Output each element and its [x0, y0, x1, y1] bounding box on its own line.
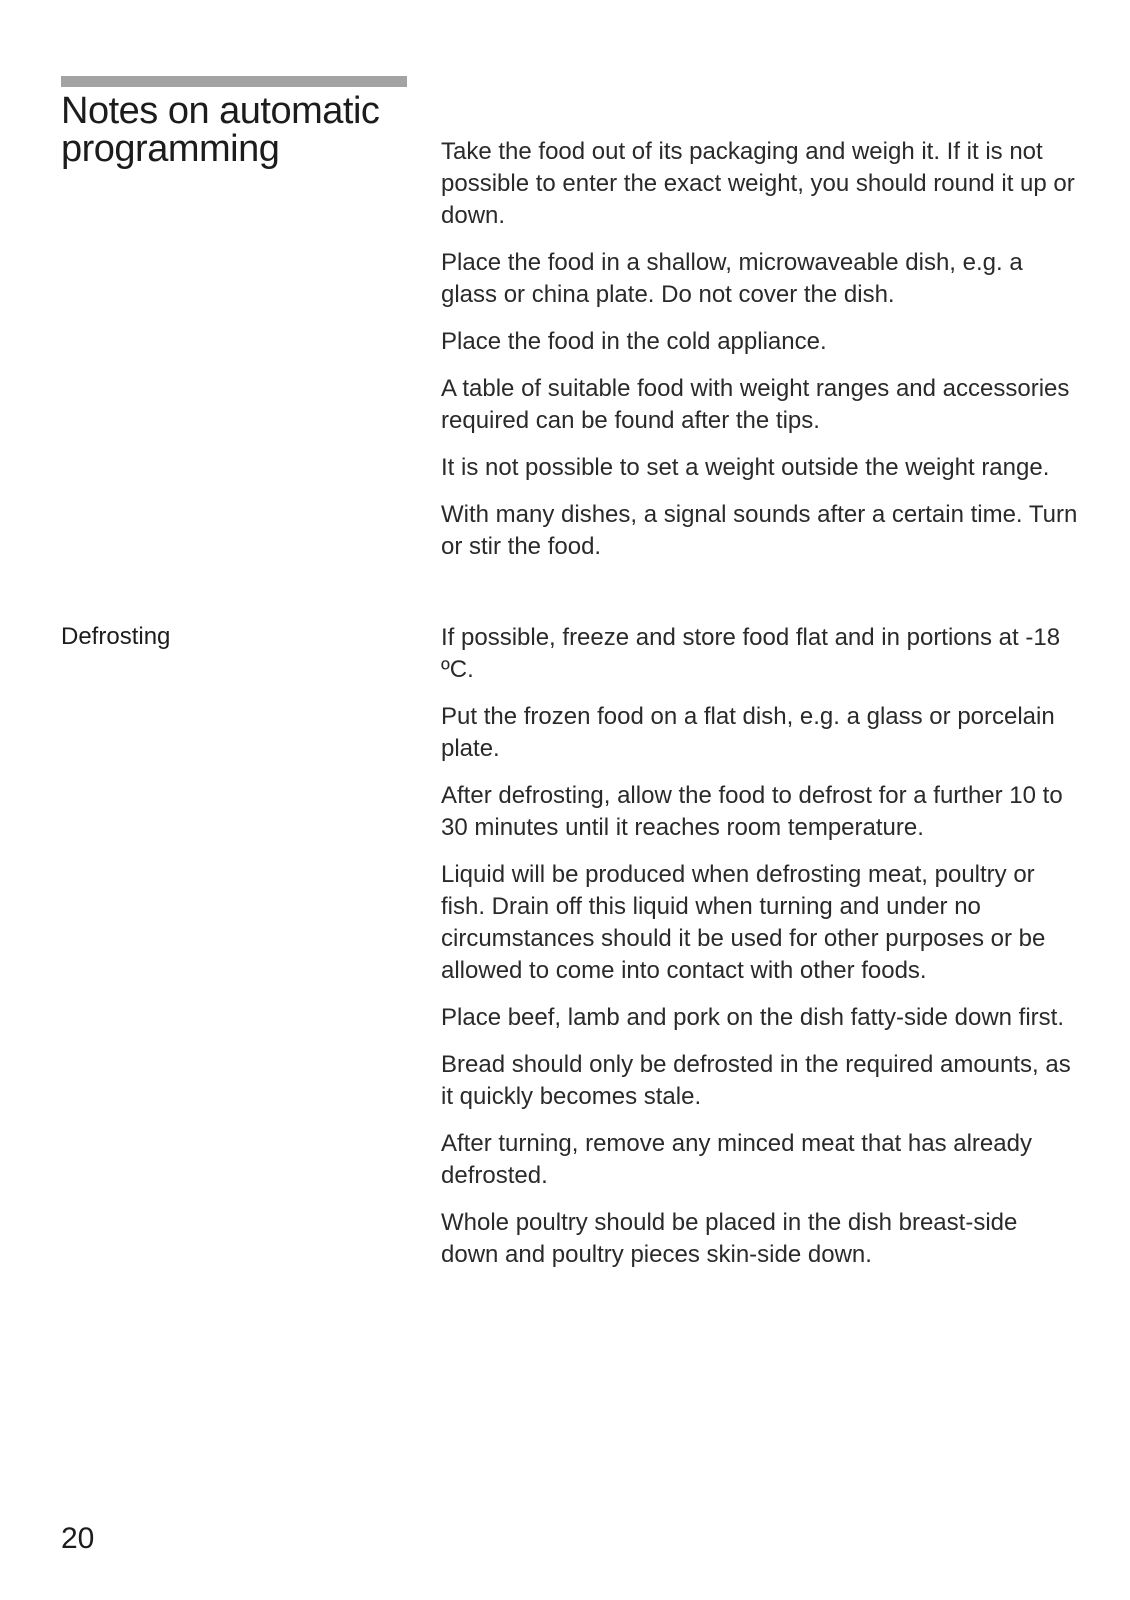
paragraph: After turning, remove any minced meat that has already defrosted. [441, 1130, 1032, 1189]
paragraph: A table of suitable food with weight ranges and accessories required can be found after the tips. [441, 375, 1070, 434]
paragraph: Place beef, lamb and pork on the dish fatty-side down first. [441, 1004, 1065, 1031]
section-title-line-2: programming [61, 128, 280, 170]
paragraph: It is not possible to set a weight outside the weight range. [441, 454, 1050, 481]
paragraph: Place the food in the cold appliance. [441, 328, 827, 355]
section-divider-bar [61, 76, 407, 87]
paragraph: If possible, freeze and store food flat and in portions at -18 ºC. [441, 624, 1061, 683]
paragraph: Put the frozen food on a flat dish, e.g. a glass or porcelain plate. [441, 703, 1055, 762]
paragraph: With many dishes, a signal sounds after a certain time. Turn or stir the food. [441, 501, 1078, 560]
paragraph: Liquid will be produced when defrosting meat, poultry or fish. Drain off this liquid when turning and under no circumstances should it be used for other purposes or be allowed to come into contact with other foods. [441, 861, 1046, 984]
defrosting-notes [441, 622, 1081, 1286]
paragraph: After defrosting, allow the food to defrost for a further 10 to 30 minutes until it reaches room temperature. [441, 782, 1063, 841]
section-title [61, 92, 421, 168]
section-title-line-1: Notes on automatic [61, 90, 380, 132]
automatic-programming-notes [441, 136, 1081, 578]
defrosting-heading: Defrosting [61, 623, 171, 650]
page-number: 20 [61, 1522, 95, 1555]
paragraph: Place the food in a shallow, microwaveable dish, e.g. a glass or china plate. Do not cover the dish. [441, 249, 1023, 308]
paragraph: Whole poultry should be placed in the dish breast-side down and poultry pieces skin-side down. [441, 1209, 1018, 1268]
paragraph: Bread should only be defrosted in the required amounts, as it quickly becomes stale. [441, 1051, 1071, 1110]
paragraph: Take the food out of its packaging and weigh it. If it is not possible to enter the exact weight, you should round it up or down. [441, 138, 1075, 229]
